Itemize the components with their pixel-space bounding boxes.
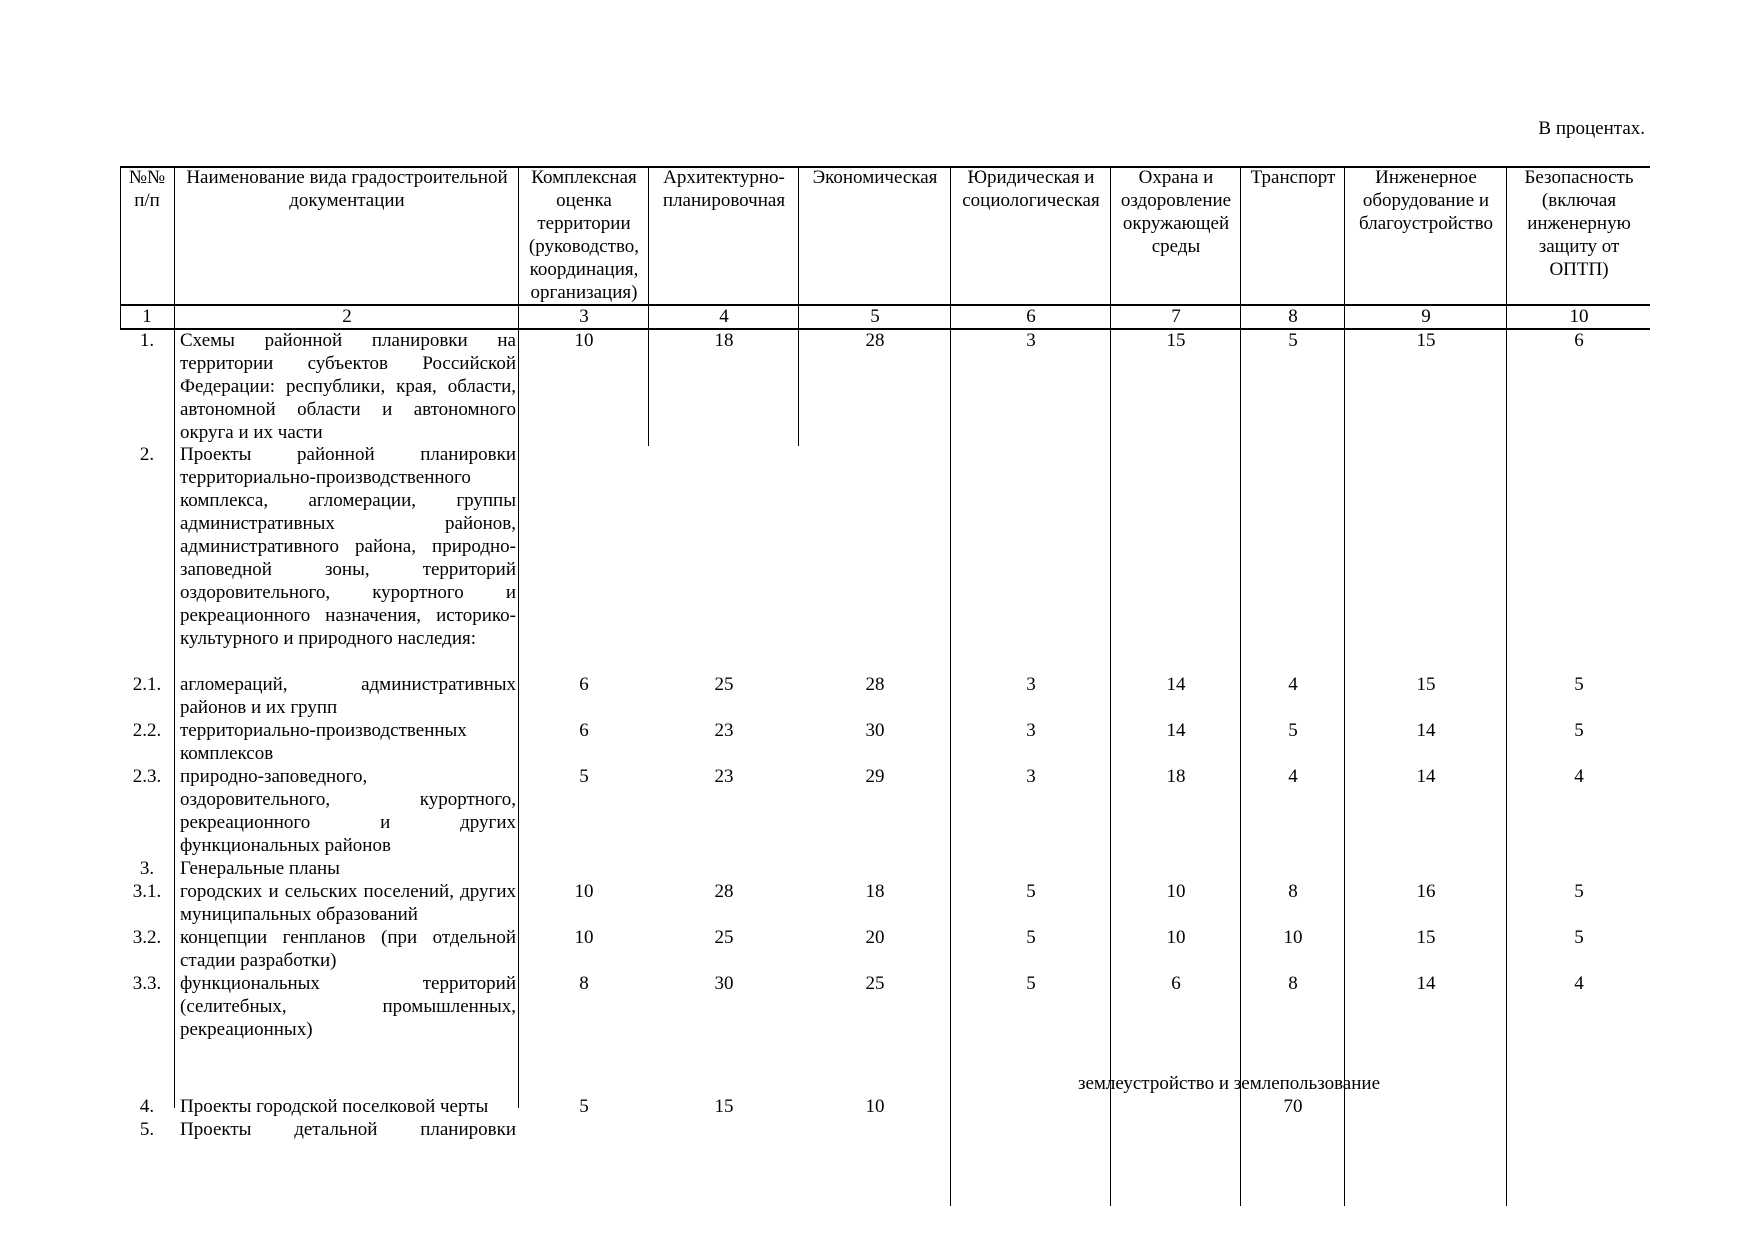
row-name: концепции генпланов (при отдельной стадии разработки) — [180, 927, 516, 971]
row-value: 5 — [1026, 881, 1036, 902]
row-value: 6 — [1574, 330, 1584, 351]
row4-name: Проекты городской поселковой черты — [180, 1096, 489, 1117]
row-name: Схемы районной планировки на территории субъектов Российской Федерации: республики, края, области, автономной области и автономного округа и их части — [180, 330, 516, 443]
row-value: 23 — [714, 720, 734, 741]
header-col-4: Архитектурно-планировочная — [662, 167, 786, 211]
row-value: 15 — [1416, 927, 1436, 948]
row-value: 5 — [1574, 674, 1584, 695]
unit-caption: В процентах. — [1538, 118, 1645, 139]
row-value: 5 — [1574, 881, 1584, 902]
row-value: 5 — [579, 766, 589, 787]
row-value: 30 — [714, 973, 734, 994]
header-col-5: Экономическая — [812, 167, 938, 188]
col-number-3: 3 — [579, 306, 589, 327]
row-value: 8 — [1288, 973, 1298, 994]
col-number-1: 1 — [142, 306, 152, 327]
row-value: 10 — [574, 881, 594, 902]
row-value: 14 — [1416, 973, 1436, 994]
row-value: 25 — [865, 973, 885, 994]
row-value: 6 — [1171, 973, 1181, 994]
row-number: 3.2. — [132, 927, 162, 948]
col-number-6: 6 — [1026, 306, 1036, 327]
row-value: 23 — [714, 766, 734, 787]
row-value: 15 — [1416, 674, 1436, 695]
row-value: 5 — [1288, 330, 1298, 351]
header-col-3: Комплексная оценка территории (руководство, координация, организация) — [528, 167, 640, 303]
row-value: 4 — [1288, 766, 1298, 787]
row-number: 2.1. — [132, 674, 162, 695]
row-value: 14 — [1416, 720, 1436, 741]
row-value: 18 — [1166, 766, 1186, 787]
row5-number: 5. — [139, 1119, 155, 1140]
row-value: 6 — [579, 674, 589, 695]
row-value: 10 — [1166, 881, 1186, 902]
col-rule-9c — [1506, 1072, 1507, 1116]
col-number-10: 10 — [1569, 306, 1589, 327]
row-name: Генеральные планы — [180, 858, 340, 879]
row-number: 3.3. — [132, 973, 162, 994]
header-col-9: Инженерное оборудование и благоустройство — [1359, 167, 1493, 234]
row-value: 28 — [865, 330, 885, 351]
row-name: природно-заповедного, оздоровительного, курортного, рекреационного и других функциональных районов — [180, 766, 516, 856]
row-name: городских и сельских поселений, других муниципальных образований — [180, 881, 516, 925]
row-value: 3 — [1026, 720, 1036, 741]
row-value: 25 — [714, 927, 734, 948]
row5-name: Проекты детальной планировки — [180, 1119, 516, 1140]
row-value: 10 — [1283, 927, 1303, 948]
row-number: 1. — [139, 330, 155, 351]
col-number-9: 9 — [1421, 306, 1431, 327]
row-value: 28 — [714, 881, 734, 902]
row-value: 6 — [579, 720, 589, 741]
row-value: 5 — [1574, 720, 1584, 741]
row-name: агломераций, административных районов и их групп — [180, 674, 516, 718]
row-value: 18 — [865, 881, 885, 902]
col-number-7: 7 — [1171, 306, 1181, 327]
row-value: 8 — [1288, 881, 1298, 902]
header-col-2: Наименование вида градостроительной документации — [186, 167, 508, 211]
row-value: 4 — [1288, 674, 1298, 695]
row-value: 14 — [1416, 766, 1436, 787]
row-value: 18 — [714, 330, 734, 351]
row-value: 5 — [1574, 927, 1584, 948]
col-number-8: 8 — [1288, 306, 1298, 327]
header-col-6: Юридическая и социологическая — [962, 167, 1100, 211]
row-value: 10 — [574, 330, 594, 351]
row-value: 8 — [579, 973, 589, 994]
col-number-5: 5 — [870, 306, 880, 327]
row-value: 4 — [1574, 766, 1584, 787]
row-value: 3 — [1026, 674, 1036, 695]
row-value: 3 — [1026, 330, 1036, 351]
row4-number: 4. — [139, 1096, 155, 1117]
col-number-2: 2 — [342, 306, 352, 327]
row-value: 14 — [1166, 720, 1186, 741]
row4-land-value: 70 — [1283, 1096, 1303, 1117]
row4-col5: 10 — [865, 1096, 885, 1117]
row-number: 3.1. — [132, 881, 162, 902]
land-use-heading: землеустройство и землепользование — [1077, 1073, 1381, 1094]
row-value: 3 — [1026, 766, 1036, 787]
row-number: 2. — [139, 444, 155, 465]
row4-col3: 5 — [579, 1096, 589, 1117]
row-value: 10 — [1166, 927, 1186, 948]
row-value: 28 — [865, 674, 885, 695]
row-name: Проекты районной планировки территориально-производственного комплекса, агломерации, группы административных районов, административного района, природно-заповедной зоны, территорий оздоровительного, курортного и рекреационного назначения, историко-культурного и природного наследия: — [180, 444, 516, 649]
col-number-4: 4 — [719, 306, 729, 327]
header-col-1: №№ п/п — [128, 167, 166, 211]
row-number: 3. — [139, 858, 155, 879]
row-value: 15 — [1416, 330, 1436, 351]
header-col-7: Охрана и оздоровление окружающей среды — [1120, 167, 1232, 257]
row-value: 25 — [714, 674, 734, 695]
header-col-10: Безопасность (включая инженерную защиту от ОПТП) — [1524, 167, 1634, 280]
row-value: 14 — [1166, 674, 1186, 695]
row-value: 5 — [1288, 720, 1298, 741]
row-value: 15 — [1166, 330, 1186, 351]
row-value: 10 — [574, 927, 594, 948]
row-value: 16 — [1416, 881, 1436, 902]
row-name: функциональных территорий (селитебных, промышленных, рекреационных) — [180, 973, 516, 1040]
row-value: 29 — [865, 766, 885, 787]
row-name: территориально-производственных комплексов — [180, 720, 467, 764]
row-value: 4 — [1574, 973, 1584, 994]
row-number: 2.2. — [132, 720, 162, 741]
row-number: 2.3. — [132, 766, 162, 787]
header-col-8: Транспорт — [1250, 167, 1336, 188]
row4-col4: 15 — [714, 1096, 734, 1117]
row-value: 20 — [865, 927, 885, 948]
row-value: 5 — [1026, 973, 1036, 994]
row-value: 5 — [1026, 927, 1036, 948]
row-value: 30 — [865, 720, 885, 741]
